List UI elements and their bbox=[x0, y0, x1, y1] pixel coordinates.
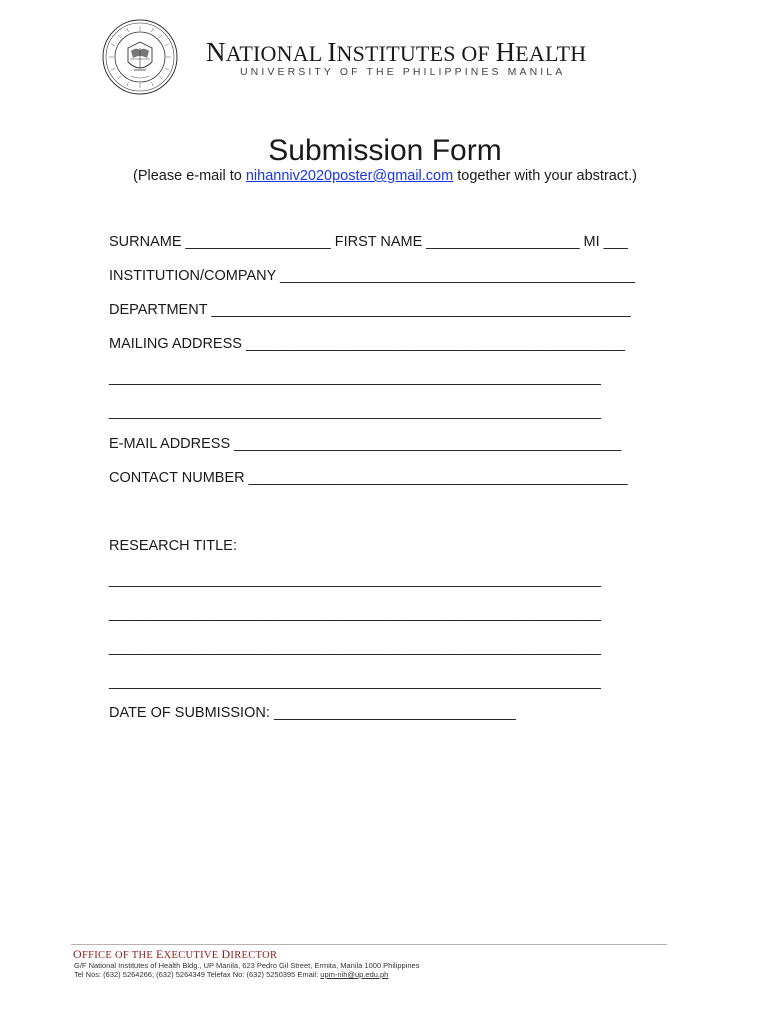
footer-email-link[interactable]: upm-nih@up.edu.ph bbox=[320, 970, 389, 979]
form-title: Submission Form bbox=[268, 134, 502, 167]
footer-contact: Tel Nos: (632) 5264266; (632) 5264349 Telefax No: (632) 5250395 Email: upm-nih@up.edu.ph bbox=[74, 970, 389, 979]
institution-field[interactable]: INSTITUTION/COMPANY ____________________________________________ bbox=[109, 268, 635, 284]
date-of-submission-field[interactable]: DATE OF SUBMISSION: ______________________________ bbox=[109, 705, 516, 721]
department-field[interactable]: DEPARTMENT ____________________________________________________ bbox=[109, 302, 631, 318]
footer-office-name: OFFICE OF THE EXECUTIVE DIRECTOR bbox=[73, 947, 278, 961]
footer-divider bbox=[71, 944, 667, 945]
research-title-label: RESEARCH TITLE: bbox=[109, 538, 237, 554]
name-fields-row[interactable]: SURNAME __________________ FIRST NAME ___________________ MI ___ bbox=[109, 234, 628, 250]
research-title-line[interactable]: _____________________________________________________________ bbox=[109, 606, 601, 622]
footer-address: G/F National Institutes of Health Bldg., UP Manila, 623 Pedro Gil Street, Ermita, Manila 1000 Philippines bbox=[74, 961, 420, 970]
research-title-line[interactable]: _____________________________________________________________ bbox=[109, 572, 601, 588]
contact-number-field[interactable]: CONTACT NUMBER _______________________________________________ bbox=[109, 470, 628, 486]
research-title-line[interactable]: _____________________________________________________________ bbox=[109, 640, 601, 656]
mailing-address-field[interactable]: MAILING ADDRESS _______________________________________________ bbox=[109, 336, 625, 352]
institution-subtitle: UNIVERSITY OF THE PHILIPPINES MANILA bbox=[240, 66, 566, 78]
mailing-address-line[interactable]: _____________________________________________________________ bbox=[109, 404, 601, 420]
submission-instruction: (Please e-mail to nihanniv2020poster@gmail.com together with your abstract.) bbox=[133, 168, 637, 184]
submission-email-link[interactable]: nihanniv2020poster@gmail.com bbox=[245, 168, 454, 184]
mailing-address-line[interactable]: _____________________________________________________________ bbox=[109, 370, 601, 386]
university-seal-icon bbox=[101, 18, 179, 96]
email-address-field[interactable]: E-MAIL ADDRESS ________________________________________________ bbox=[109, 436, 622, 452]
research-title-line[interactable]: _____________________________________________________________ bbox=[109, 674, 601, 690]
institution-name: NATIONAL INSTITUTES OF HEALTH bbox=[206, 37, 587, 67]
